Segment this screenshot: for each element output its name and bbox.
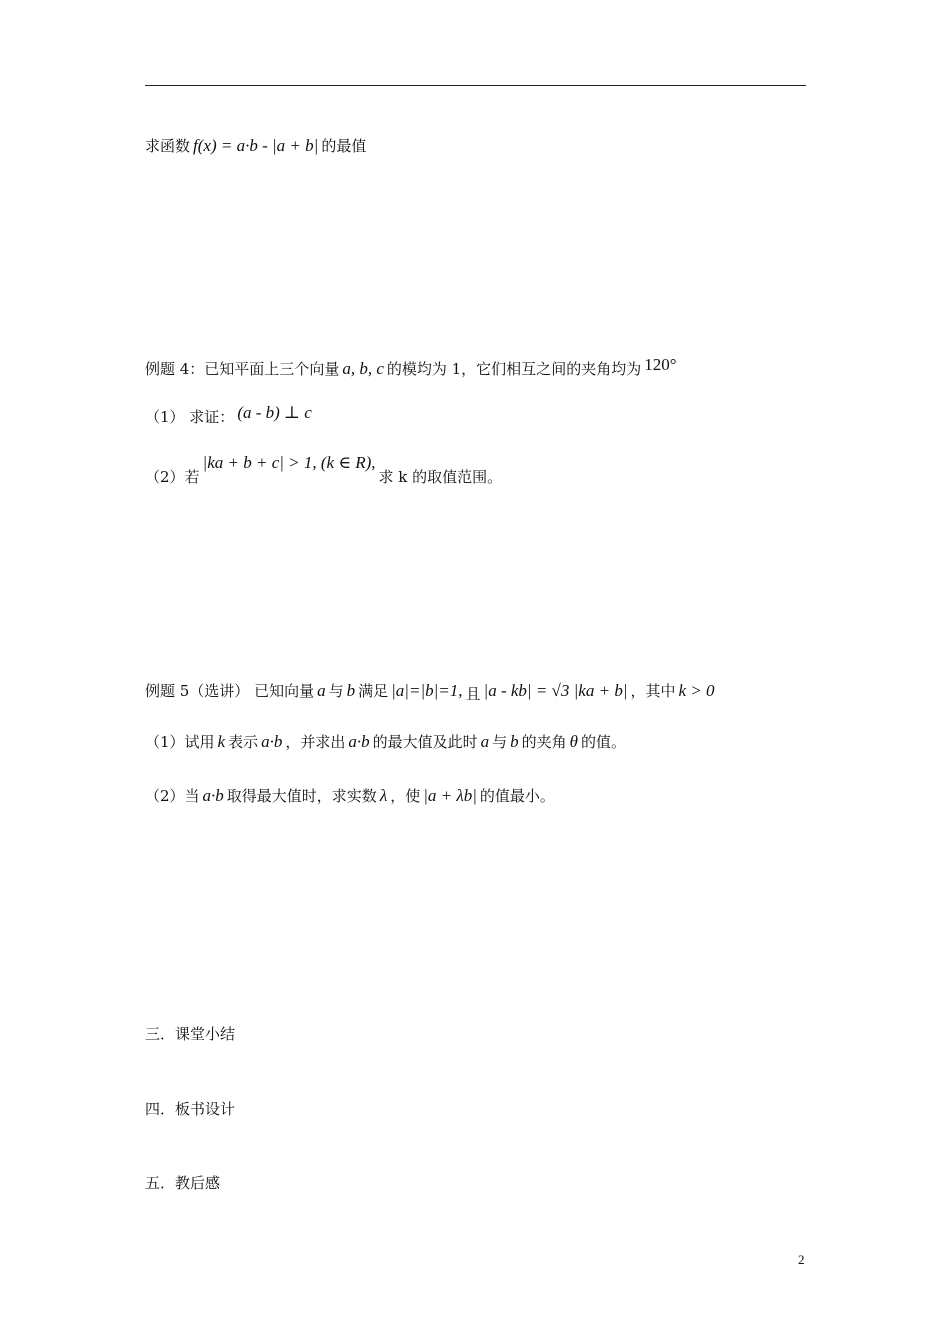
example5-vector-a: a	[317, 681, 326, 700]
example5-k-condition: k > 0	[678, 681, 715, 700]
example4-angle: 120°	[644, 355, 677, 374]
example4-part1-formula: (a - b) ⊥ c	[237, 403, 312, 422]
example5-label: 例题 5（选讲） 已知向量	[145, 682, 315, 700]
example5-part1-b: b	[510, 732, 519, 751]
example4-vectors: a, b, c	[342, 359, 384, 378]
example5-where: ，其中	[630, 682, 676, 700]
example5-with: 与	[328, 682, 344, 700]
function-problem	[145, 135, 366, 156]
example5-part1	[145, 731, 626, 752]
example4-part2-label: （2）若	[145, 468, 200, 486]
section-summary: 三．课堂小结	[145, 1025, 236, 1043]
example5-and: 且	[465, 685, 481, 703]
example4-part2-suffix: 求 k 的取值范围。	[378, 468, 503, 486]
example5-part2-formula: |a + λb|	[423, 786, 477, 805]
function-formula: f(x) = a·b - |a + b|	[193, 136, 319, 155]
page-number: 2	[798, 1252, 805, 1267]
example5-condition2: |a - kb| = √3 |ka + b|	[483, 681, 628, 700]
example5-part1-text-c: ，并求出	[285, 733, 346, 751]
example5-part1-text-d: 的最大值及此时	[372, 733, 478, 751]
example5-part1-theta: θ	[569, 732, 579, 751]
example5-part2-text-d: 的值最小。	[479, 787, 555, 805]
example5-condition1: |a|=|b|=1,	[391, 681, 463, 700]
example5-part1-text-g: 的值。	[581, 733, 627, 751]
example5-part1-dot2: a·b	[348, 732, 370, 751]
example4-middle: 的模均为 1，它们相互之间的夹角均为	[386, 360, 642, 378]
example5-part2	[145, 785, 555, 806]
example4-part2	[145, 452, 503, 486]
function-suffix: 的最值	[321, 137, 367, 155]
example4-part1-label: （1） 求证：	[145, 408, 235, 426]
example5-part1-k: k	[217, 732, 226, 751]
example5-part2-text-c: ，使	[390, 787, 421, 805]
example5-part1-a: a	[480, 732, 490, 751]
section-board-design: 四．板书设计	[145, 1100, 236, 1118]
example5-part2-lambda: λ	[379, 786, 388, 805]
example5-satisfy: 满足	[358, 682, 389, 700]
example5-part1-text-f: 的夹角	[521, 733, 567, 751]
example5-part2-text-b: 取得最大值时，求实数	[226, 787, 377, 805]
example4-label: 例题 4：已知平面上三个向量	[145, 360, 340, 378]
header-rule	[145, 85, 806, 86]
function-prefix: 求函数	[145, 137, 191, 155]
example4-part1	[145, 403, 315, 427]
example5-statement	[145, 680, 718, 701]
example4-part2-formula: |ka + b + c| > 1, (k ∈ R),	[202, 453, 376, 472]
example5-part2-label: （2）当	[145, 787, 200, 805]
example5-vector-b: b	[346, 681, 356, 700]
example5-part1-dot: a·b	[261, 732, 283, 751]
example5-part1-label: （1）试用	[145, 733, 215, 751]
example5-part1-text-b: 表示	[228, 733, 259, 751]
example4-statement	[145, 355, 680, 379]
example5-part1-text-e: 与	[492, 733, 508, 751]
section-reflection: 五．教后感	[145, 1174, 221, 1192]
example5-part2-dot: a·b	[202, 786, 224, 805]
